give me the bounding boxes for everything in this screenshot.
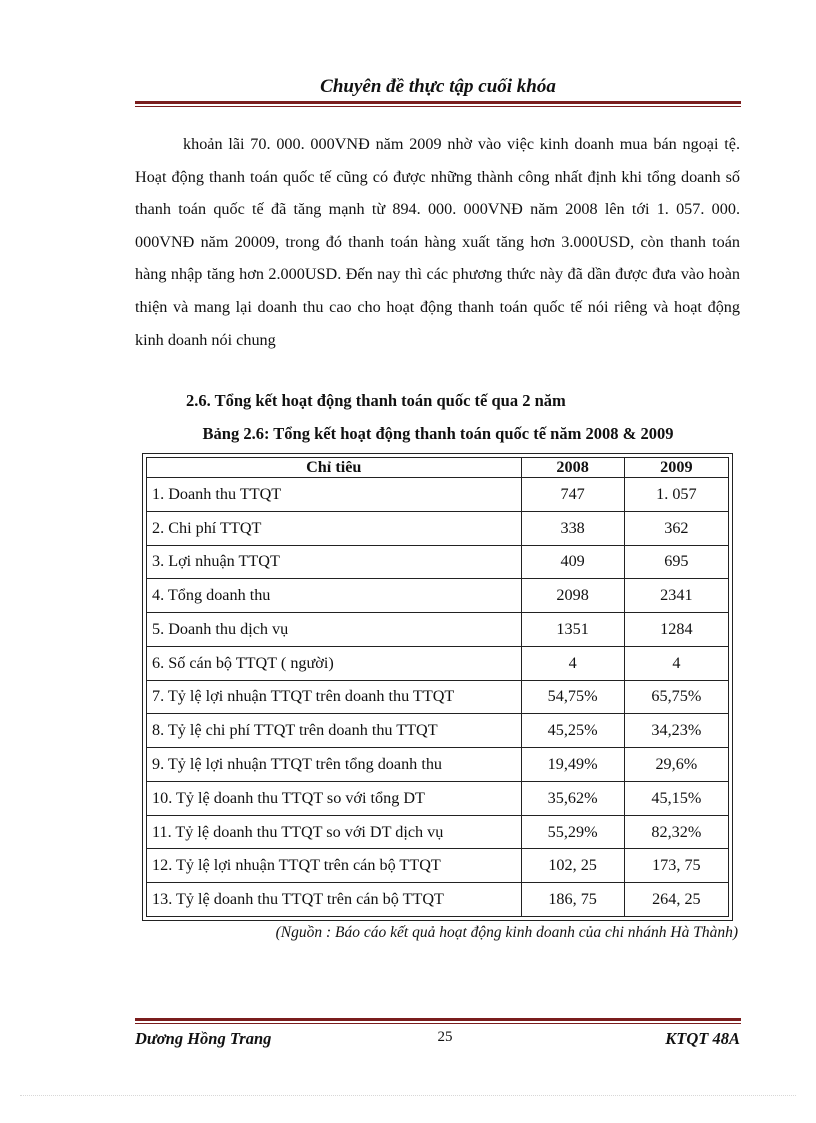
footer-author: Dương Hồng Trang <box>135 1029 272 1048</box>
table-cell-2009: 45,15% <box>624 781 728 815</box>
table-cell-2009: 82,32% <box>624 815 728 849</box>
table-row <box>147 883 729 917</box>
table-header-cell: Chỉ tiêu <box>147 458 522 478</box>
table-cell-2009: 34,23% <box>624 714 728 748</box>
table-row <box>147 781 729 815</box>
table-cell-2008: 4 <box>521 646 624 680</box>
table-cell-2008: 45,25% <box>521 714 624 748</box>
header-rule-thick <box>135 101 741 104</box>
table-cell-2009: 29,6% <box>624 748 728 782</box>
table-row <box>147 613 729 647</box>
table-row <box>147 646 729 680</box>
table-cell-indicator: 8. Tỷ lệ chi phí TTQT trên doanh thu TTQT <box>147 714 522 748</box>
table-cell-indicator: 10. Tỷ lệ doanh thu TTQT so với tổng DT <box>147 781 522 815</box>
table-cell-2008: 19,49% <box>521 748 624 782</box>
table-cell-2009: 264, 25 <box>624 883 728 917</box>
table-cell-2008: 338 <box>521 511 624 545</box>
section-heading: 2.6. Tổng kết hoạt động thanh toán quốc tế qua 2 năm <box>186 391 566 410</box>
table-cell-indicator: 2. Chi phí TTQT <box>147 511 522 545</box>
table-cell-2008: 747 <box>521 478 624 512</box>
table-cell-2008: 409 <box>521 545 624 579</box>
table-row <box>147 748 729 782</box>
table-cell-indicator: 6. Số cán bộ TTQT ( người) <box>147 646 522 680</box>
summary-table <box>146 457 729 917</box>
table-cell-indicator: 11. Tỷ lệ doanh thu TTQT so với DT dịch vụ <box>147 815 522 849</box>
table-cell-2009: 2341 <box>624 579 728 613</box>
table-cell-2008: 2098 <box>521 579 624 613</box>
summary-table-frame <box>142 453 733 921</box>
table-row <box>147 815 729 849</box>
page-header-title: Chuyên đề thực tập cuối khóa <box>320 76 556 97</box>
page-edge-divider <box>20 1095 796 1096</box>
table-cell-2009: 695 <box>624 545 728 579</box>
table-row <box>147 680 729 714</box>
table-cell-indicator: 3. Lợi nhuận TTQT <box>147 545 522 579</box>
table-cell-indicator: 7. Tỷ lệ lợi nhuận TTQT trên doanh thu TTQT <box>147 680 522 714</box>
table-cell-2009: 4 <box>624 646 728 680</box>
table-row <box>147 849 729 883</box>
table-caption: Bảng 2.6: Tổng kết hoạt động thanh toán quốc tế năm 2008 & 2009 <box>202 424 674 443</box>
table-cell-2008: 102, 25 <box>521 849 624 883</box>
table-header-cell: 2008 <box>521 458 624 478</box>
table-row <box>147 714 729 748</box>
table-cell-2009: 1284 <box>624 613 728 647</box>
table-row <box>147 545 729 579</box>
footer-rule-thick <box>135 1018 741 1021</box>
table-cell-2009: 173, 75 <box>624 849 728 883</box>
table-cell-indicator: 13. Tỷ lệ doanh thu TTQT trên cán bộ TTQT <box>147 883 522 917</box>
footer-class-code: KTQT 48A <box>665 1029 740 1048</box>
table-cell-2008: 186, 75 <box>521 883 624 917</box>
table-cell-2009: 65,75% <box>624 680 728 714</box>
table-header-cell: 2009 <box>624 458 728 478</box>
source-note: (Nguồn : Báo cáo kết quả hoạt động kinh doanh của chi nhánh Hà Thành) <box>275 924 738 941</box>
table-cell-2008: 1351 <box>521 613 624 647</box>
table-cell-indicator: 9. Tỷ lệ lợi nhuận TTQT trên tổng doanh thu <box>147 748 522 782</box>
table-cell-2008: 35,62% <box>521 781 624 815</box>
table-cell-2009: 362 <box>624 511 728 545</box>
footer-rule-thin <box>135 1023 741 1024</box>
table-cell-2009: 1. 057 <box>624 478 728 512</box>
table-header-row <box>147 458 729 478</box>
table-cell-2008: 54,75% <box>521 680 624 714</box>
table-cell-indicator: 5. Doanh thu dịch vụ <box>147 613 522 647</box>
table-cell-indicator: 1. Doanh thu TTQT <box>147 478 522 512</box>
table-cell-2008: 55,29% <box>521 815 624 849</box>
header-rule-thin <box>135 106 741 107</box>
body-paragraph: khoản lãi 70. 000. 000VNĐ năm 2009 nhờ vào việc kinh doanh mua bán ngoại tệ. Hoạt động thanh toán quốc tế cũng có được những thành công nhất định khi tổng doanh số thanh toán quốc tế đã tăng mạnh từ 894. 000. 000VNĐ năm 2008 lên tới 1. 057. 000. 000VNĐ năm 20009, trong đó thanh toán hàng xuất tăng hơn 3.000USD, còn thanh toán hàng nhập tăng hơn 2.000USD. Đến nay thì các phương thức này đã dần được đưa vào hoàn thiện và mang lại doanh thu cao cho hoạt động thanh toán quốc tế nói riêng và hoạt động kinh doanh nói chung <box>135 135 740 349</box>
table-row <box>147 478 729 512</box>
table-row <box>147 511 729 545</box>
table-row <box>147 579 729 613</box>
footer-page-number: 25 <box>437 1029 453 1045</box>
table-cell-indicator: 12. Tỷ lệ lợi nhuận TTQT trên cán bộ TTQT <box>147 849 522 883</box>
table-cell-indicator: 4. Tổng doanh thu <box>147 579 522 613</box>
